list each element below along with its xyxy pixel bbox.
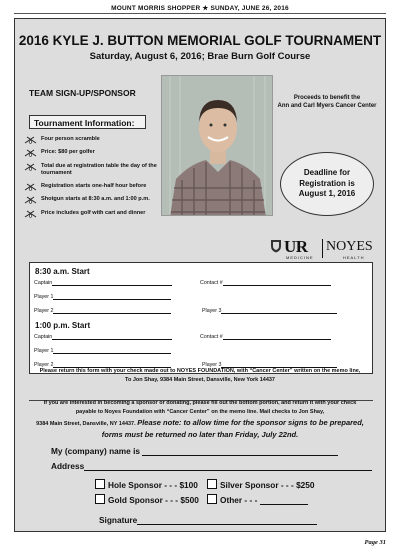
logo-medicine: MEDICINE <box>286 255 314 260</box>
team-registration-box <box>29 262 373 374</box>
player1-830-field[interactable] <box>34 294 171 300</box>
hole-sponsor-option[interactable] <box>95 479 198 490</box>
silver-sponsor-label: Silver Sponsor - - - $250 <box>220 480 315 490</box>
deadline-line-2: Registration is <box>299 178 355 188</box>
company-name-field[interactable] <box>51 446 338 456</box>
info-item-text: Total due at registration table the day of the tournament <box>41 162 157 176</box>
info-item-text: Shotgun starts at 8:30 a.m. and 1:00 p.m. <box>41 196 150 203</box>
player-label: Player 2 <box>34 362 54 368</box>
flyer-title: 2016 KYLE J. BUTTON MEMORIAL GOLF TOURNAMENT <box>18 33 382 48</box>
return-line-2: To Jon Shay, 9384 Main Street, Dansville, New York 14437 <box>125 376 275 383</box>
captain-line[interactable] <box>52 334 172 340</box>
info-item <box>24 210 162 217</box>
captain-label: Captain <box>34 280 53 286</box>
player-line[interactable] <box>53 308 171 314</box>
deadline-line-1: Deadline for <box>303 167 351 177</box>
shield-icon <box>270 239 282 253</box>
sponsor-line-2: payable to Noyes Foundation with “Cancer Center” on the memo line. Mail checks to Jon Shay, <box>75 408 325 415</box>
sponsor-instructions <box>15 399 385 441</box>
golf-clubs-icon <box>24 183 37 191</box>
other-sponsor-label: Other - - - <box>220 495 258 505</box>
player-label: Player 3 <box>202 308 222 314</box>
info-item <box>24 196 162 203</box>
return-line-1: Please return this form with your check made out to NOYES FOUNDATION, with “Cancer Center” written on the memo line, <box>39 368 361 374</box>
flyer-subtitle: Saturday, August 6, 2016; Brae Burn Golf Course <box>89 51 311 62</box>
gold-sponsor-checkbox[interactable] <box>95 494 105 504</box>
tournament-flyer <box>14 18 386 532</box>
player2-830-field[interactable] <box>34 308 171 314</box>
golf-clubs-icon <box>24 149 37 157</box>
logo-divider <box>322 239 323 258</box>
other-sponsor-option[interactable] <box>207 494 308 505</box>
tournament-info-heading: Tournament Information: <box>29 115 146 129</box>
contact-830-field[interactable] <box>200 280 331 286</box>
info-item-text: Four person scramble <box>41 136 100 142</box>
tournament-info-list <box>24 136 162 223</box>
info-item <box>24 183 162 190</box>
start-830-heading: 8:30 a.m. Start <box>35 267 90 276</box>
gold-sponsor-label: Gold Sponsor - - - $500 <box>108 495 199 505</box>
player-line[interactable] <box>53 348 171 354</box>
golf-clubs-icon <box>24 136 37 144</box>
info-item <box>24 136 162 143</box>
memorial-photo <box>161 75 273 216</box>
proceeds-line-1: Proceeds to benefit the <box>293 95 361 101</box>
page-number: Page 31 <box>364 539 386 546</box>
golf-clubs-icon <box>24 163 37 171</box>
other-sponsor-checkbox[interactable] <box>207 494 217 504</box>
deadline-line-3: August 1, 2016 <box>298 189 356 199</box>
signature-label: Signature <box>99 515 138 525</box>
player1-100-field[interactable] <box>34 348 171 354</box>
captain-label: Captain <box>34 334 53 340</box>
captain-100-field[interactable] <box>34 334 172 340</box>
deadline-badge <box>280 152 374 216</box>
golf-clubs-icon <box>24 196 37 204</box>
info-item-text: Price: $80 per golfer <box>41 149 95 156</box>
proceeds-note <box>277 95 377 111</box>
masthead: MOUNT MORRIS SHOPPER ★ SUNDAY, JUNE 26, 2016 <box>111 5 289 12</box>
logo-noyes: NOYES <box>326 239 373 254</box>
address-label: Address <box>51 461 85 471</box>
signature-field[interactable] <box>99 515 317 525</box>
silver-sponsor-checkbox[interactable] <box>207 479 217 489</box>
player-label: Player 1 <box>34 294 54 300</box>
golf-clubs-icon <box>24 210 37 218</box>
info-item <box>24 149 162 156</box>
company-line[interactable] <box>142 447 338 456</box>
player-line[interactable] <box>221 308 337 314</box>
captain-830-field[interactable] <box>34 280 172 286</box>
info-item <box>24 163 162 178</box>
company-label: My (company) name is <box>51 446 140 456</box>
masthead-divider <box>14 13 386 14</box>
hole-sponsor-label: Hole Sponsor - - - $100 <box>108 480 198 490</box>
address-line[interactable] <box>84 462 372 471</box>
contact-label: Contact # <box>200 334 223 340</box>
logo-ur: UR <box>284 237 308 256</box>
player-label: Player 1 <box>34 348 54 354</box>
contact-100-field[interactable] <box>200 334 331 340</box>
deadline-note-2: forms must be returned no later than Friday, July 22nd. <box>101 429 299 439</box>
ur-noyes-logo <box>270 238 378 263</box>
contact-line[interactable] <box>223 280 331 286</box>
player-label: Player 3 <box>202 362 222 368</box>
signature-line[interactable] <box>137 516 317 525</box>
deadline-note-1: Please note: to allow time for the sponsor signs to be prepared, <box>137 417 364 427</box>
gold-sponsor-option[interactable] <box>95 494 199 505</box>
proceeds-line-2: Ann and Carl Myers Cancer Center <box>277 102 377 109</box>
sponsor-line-3: 9384 Main Street, Dansville, NY 14437. <box>36 420 136 427</box>
contact-line[interactable] <box>223 334 331 340</box>
signup-heading: TEAM SIGN-UP/SPONSOR <box>29 88 136 98</box>
start-100-heading: 1:00 p.m. Start <box>35 321 91 330</box>
player-label: Player 2 <box>34 308 54 314</box>
info-item-text: Registration starts one-half hour before <box>41 183 147 190</box>
portrait-image <box>162 76 273 216</box>
address-field[interactable] <box>51 461 372 471</box>
info-item-text: Price includes golf with cart and dinner <box>41 209 146 216</box>
contact-label: Contact # <box>200 280 223 286</box>
return-instructions <box>15 367 385 385</box>
logo-health: HEALTH <box>343 255 365 260</box>
sponsor-line-1: If you are interested in becoming a sponsor or donating, please fill out the bottom portion, and return it with your check <box>43 400 357 406</box>
player-line[interactable] <box>53 294 171 300</box>
captain-line[interactable] <box>52 280 172 286</box>
hole-sponsor-checkbox[interactable] <box>95 479 105 489</box>
other-amount-line[interactable] <box>260 496 308 505</box>
silver-sponsor-option[interactable] <box>207 479 315 490</box>
player3-830-field[interactable] <box>202 308 337 314</box>
